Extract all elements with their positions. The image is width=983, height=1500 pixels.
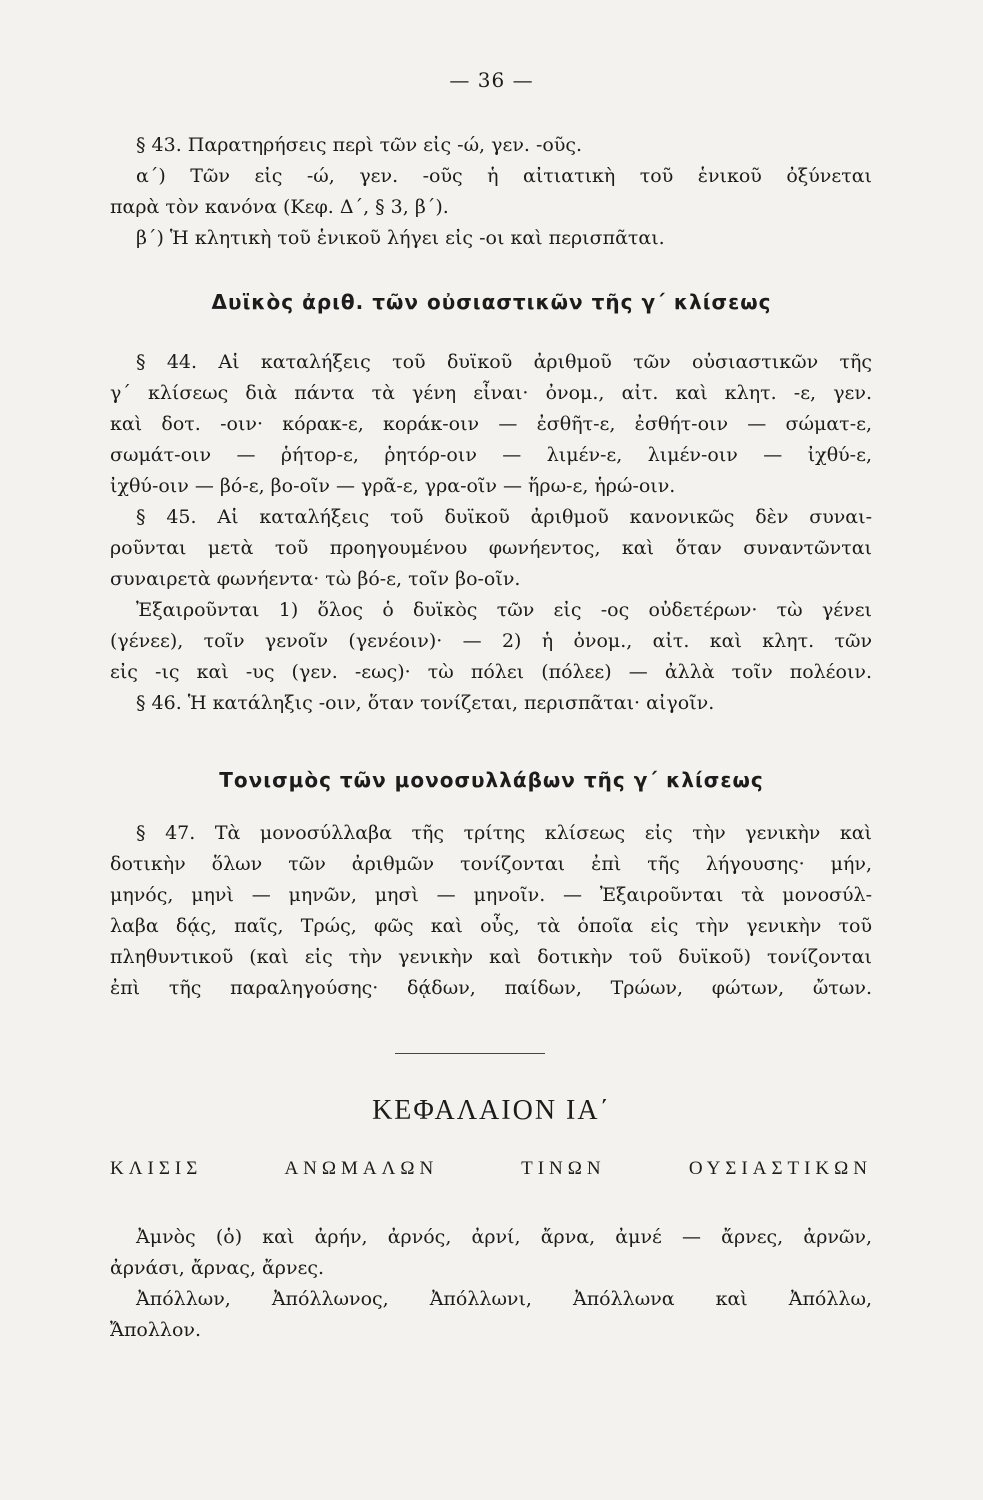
page-number: — 36 — <box>449 68 534 92</box>
text-line: Ἐξαιροῦνται 1) ὅλος ὁ δυϊκὸς τῶν εἰς -ος οὐδετέρων· τὼ γένει <box>136 599 872 621</box>
text-line: συναιρετὰ φωνήεντα· τὼ βό-ε, τοῖν βο-οῖν. <box>110 568 521 590</box>
chapter-title: ΚΕΦΑΛΑΙΟΝ ΙΑ΄ <box>372 1095 611 1126</box>
text-line: ἀρνάσι, ἄρνας, ἄρνες. <box>110 1257 325 1279</box>
text-line: πληθυντικοῦ (καὶ εἰς τὴν γενικὴν καὶ δοτικὴν τοῦ δυϊκοῦ) τονίζονται <box>110 946 872 968</box>
text-line: μηνός, μηνὶ — μηνῶν, μησὶ — μηνοῖν. — Ἐξαιροῦνται τὰ μονοσύλ- <box>110 884 872 906</box>
text-line: ἐπὶ τῆς παραληγούσης· δᾴδων, παίδων, Τρώων, φώτων, ὤτων. <box>110 977 872 999</box>
text-line: Ἀπόλλων, Ἀπόλλωνος, Ἀπόλλωνι, Ἀπόλλωνα καὶ Ἀπόλλω, <box>136 1288 872 1310</box>
text-line: § 43. Παρατηρήσεις περὶ τῶν εἰς -ώ, γεν. -οῦς. <box>136 134 583 156</box>
sections-44-46 <box>110 347 872 719</box>
text-line: § 44. Αἱ καταλήξεις τοῦ δυϊκοῦ ἀριθμοῦ τῶν οὐσιαστικῶν τῆς <box>136 351 872 373</box>
text-line: (γένεε), τοῖν γενοῖν (γενέοιν)· — 2) ἡ ὀνομ., αἰτ. καὶ κλητ. τῶν <box>110 630 872 652</box>
text-line: Ἄπολλον. <box>110 1319 201 1341</box>
text-line: εἰς -ις καὶ -υς (γεν. -εως)· τὼ πόλει (πόλεε) — ἀλλὰ τοῖν πολέοιν. <box>110 661 872 683</box>
text-line: § 45. Αἱ καταλήξεις τοῦ δυϊκοῦ ἀριθμοῦ κανονικῶς δὲν συναι- <box>136 506 872 528</box>
section-heading-accent: Τονισμὸς τῶν μονοσυλλάβων τῆς γ΄ κλίσεως <box>219 768 764 792</box>
text-line: δοτικὴν ὅλων τῶν ἀριθμῶν τονίζονται ἐπὶ τῆς λήγουσης· μήν, <box>110 853 872 875</box>
divider-rule <box>395 1053 545 1054</box>
text-line: σωμάτ-οιν — ῥήτορ-ε, ῥητόρ-οιν — λιμέν-ε, λιμέν-οιν — ἰχθύ-ε, <box>110 444 872 466</box>
section-43 <box>110 130 872 254</box>
chapter-subtitle: ΚΛΙΣΙΣ ΑΝΩΜΑΛΩΝ ΤΙΝΩΝ ΟΥΣΙΑΣΤΙΚΩΝ <box>110 1158 872 1179</box>
text-line: § 47. Τὰ μονοσύλλαβα τῆς τρίτης κλίσεως εἰς τὴν γενικὴν καὶ <box>136 822 872 844</box>
text-line: γ΄ κλίσεως διὰ πάντα τὰ γένη εἶναι· ὀνομ., αἰτ. καὶ κλητ. -ε, γεν. <box>110 382 872 404</box>
section-heading-dual: Δυϊκὸς ἀριθ. τῶν οὐσιαστικῶν τῆς γ΄ κλίσεως <box>211 290 772 314</box>
text-line: καὶ δοτ. -οιν· κόρακ-ε, κοράκ-οιν — ἐσθῆτ-ε, ἐσθήτ-οιν — σώματ-ε, <box>110 413 872 435</box>
section-47 <box>110 818 872 1004</box>
text-line: α΄) Τῶν εἰς -ώ, γεν. -οῦς ἡ αἰτιατικὴ τοῦ ἑνικοῦ ὀξύνεται <box>136 165 872 187</box>
text-line: παρὰ τὸν κανόνα (Κεφ. Δ΄, § 3, β΄). <box>110 196 449 218</box>
text-line: Ἀμνὸς (ὁ) καὶ ἀρήν, ἀρνός, ἀρνί, ἄρνα, ἀμνέ — ἄρνες, ἀρνῶν, <box>136 1226 872 1248</box>
text-line: ἰχθύ-οιν — βό-ε, βο-οῖν — γρᾶ-ε, γρα-οῖν — ἥρω-ε, ἡρώ-οιν. <box>110 475 676 497</box>
text-line: β΄) Ἡ κλητικὴ τοῦ ἑνικοῦ λήγει εἰς -οι καὶ περισπᾶται. <box>136 227 665 249</box>
text-line: ροῦνται μετὰ τοῦ προηγουμένου φωνήεντος, καὶ ὅταν συναντῶνται <box>110 537 872 559</box>
irregular-nouns <box>110 1222 872 1346</box>
text-line: § 46. Ἡ κατάληξις -οιν, ὅταν τονίζεται, περισπᾶται· αἰγοῖν. <box>136 692 715 714</box>
text-line: λαβα δᾴς, παῖς, Τρώς, φῶς καὶ οὖς, τὰ ὁποῖα εἰς τὴν γενικὴν τοῦ <box>110 915 872 937</box>
